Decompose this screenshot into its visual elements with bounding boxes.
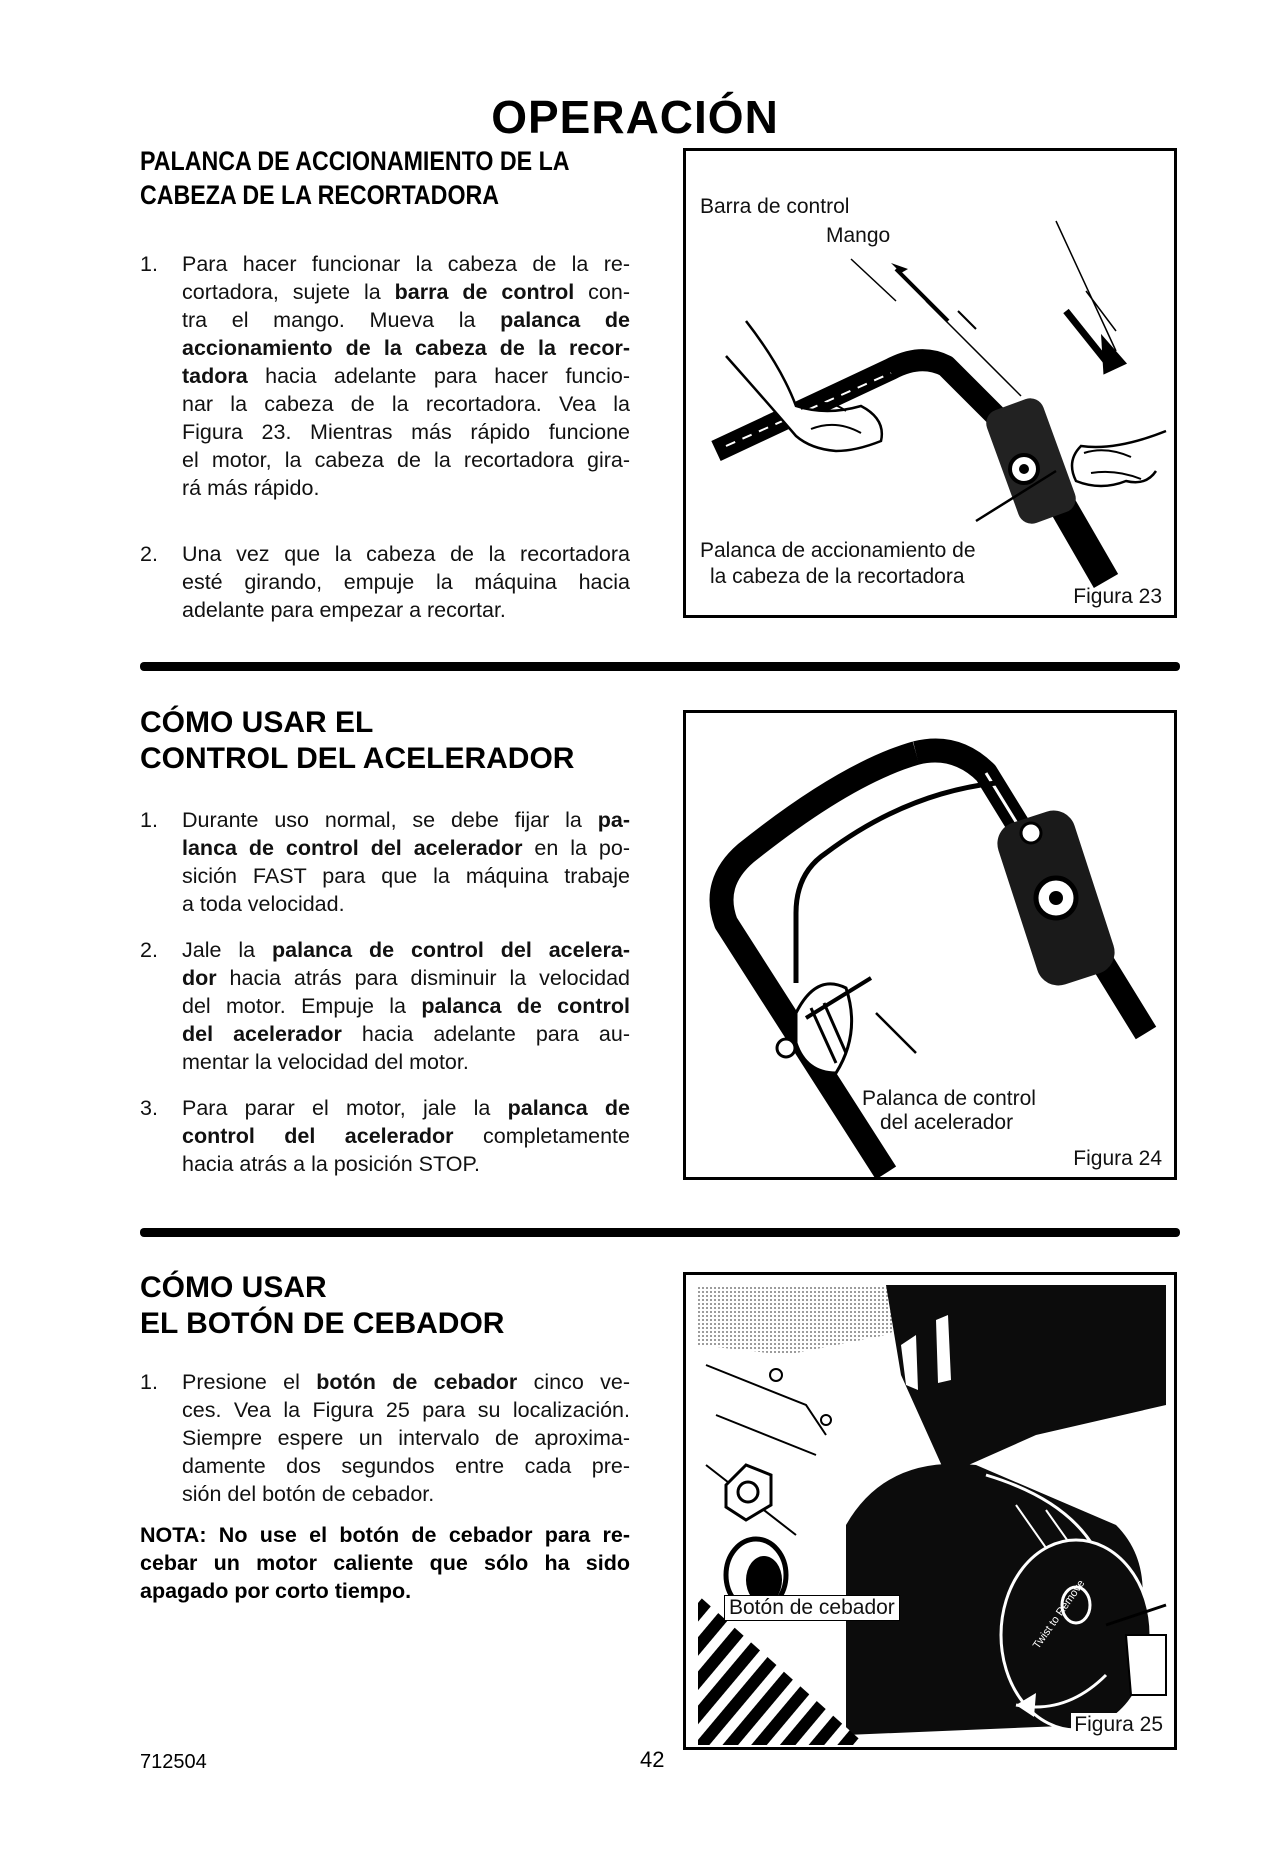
text-line: lanca de control del acelerador en la po-	[182, 836, 630, 860]
section2-heading-line1: CÓMO USAR EL	[140, 706, 374, 739]
section1-heading-line1: PALANCA DE ACCIONAMIENTO DE LA	[140, 146, 570, 176]
text-line: NOTA: No use el botón de cebador para re-	[140, 1523, 630, 1547]
label-control-bar: Barra de control	[700, 195, 850, 218]
text-line: a toda velocidad.	[182, 892, 345, 916]
list-item-number: 1.	[140, 252, 158, 276]
section-divider	[140, 1228, 1180, 1237]
text-line: rá más rápido.	[182, 476, 320, 500]
page-number: 42	[640, 1747, 665, 1772]
text-line: damente dos segundos entre cada pre-	[182, 1454, 630, 1478]
text-line: Presione el botón de cebador cinco ve-	[182, 1370, 630, 1394]
text-line: sición FAST para que la máquina trabaje	[182, 864, 630, 888]
list-item-number: 2.	[140, 938, 158, 962]
section-divider	[140, 662, 1180, 671]
text-line: del acelerador hacia adelante para au-	[182, 1022, 630, 1046]
text-line: el motor, la cabeza de la recortadora gira-	[182, 448, 630, 472]
text-line: sión del botón de cebador.	[182, 1482, 435, 1506]
text-line: apagado por corto tiempo.	[140, 1579, 412, 1603]
list-item-text	[182, 806, 630, 918]
figure-25	[683, 1272, 1177, 1750]
text-line: ces. Vea la Figura 25 para su localización.	[182, 1398, 630, 1422]
text-line: adelante para empezar a recortar.	[182, 598, 506, 622]
figure-caption: Figura 24	[1073, 1147, 1162, 1170]
section1-list	[140, 250, 630, 640]
list-item-number: 1.	[140, 808, 158, 832]
filter-cap-text: Twist to Remove	[1030, 1577, 1088, 1652]
label-handle: Mango	[826, 224, 891, 247]
list-item-number: 2.	[140, 542, 158, 566]
list-item-text	[182, 250, 630, 502]
text-line: dor hacia atrás para disminuir la velocidad	[182, 966, 630, 990]
text-line: mentar la velocidad del motor.	[182, 1050, 469, 1074]
section1-heading-line2: CABEZA DE LA RECORTADORA	[140, 180, 500, 210]
text-line: Una vez que la cabeza de la recortadora	[182, 542, 630, 566]
list-item-number: 1.	[140, 1370, 158, 1394]
section2-list	[140, 806, 630, 1196]
list-item-number: 3.	[140, 1096, 158, 1120]
list-item-text	[182, 1094, 630, 1178]
text-line: accionamiento de la cabeza de la recor-	[182, 336, 630, 360]
label-throttle-line2: del acelerador	[880, 1111, 1014, 1134]
page-title: OPERACIÓN	[491, 91, 779, 143]
text-line: Para hacer funcionar la cabeza de la re-	[182, 252, 630, 276]
text-line: Durante uso normal, se debe fijar la pa-	[182, 808, 630, 832]
note-text	[140, 1521, 630, 1605]
text-line: tadora hacia adelante para hacer funcio-	[182, 364, 630, 388]
section3-heading-line1: CÓMO USAR	[140, 1271, 327, 1304]
figure-24	[683, 710, 1177, 1180]
section3-heading-line2: EL BOTÓN DE CEBADOR	[140, 1307, 505, 1340]
text-line: nar la cabeza de la recortadora. Vea la	[182, 392, 630, 416]
text-line: Siempre espere un intervalo de aproxima-	[182, 1426, 630, 1450]
list-item-text	[182, 1368, 630, 1508]
text-line: cortadora, sujete la barra de control con-	[182, 280, 630, 304]
text-line: tra el mango. Mueva la palanca de	[182, 308, 631, 332]
text-line: Para parar el motor, jale la palanca de	[182, 1096, 630, 1120]
primer-illustration	[686, 1275, 1174, 1747]
section3-list	[140, 1368, 630, 1518]
figure-23	[683, 148, 1177, 618]
text-line: esté girando, empuje la máquina hacia	[182, 570, 630, 594]
label-lever-line1: Palanca de accionamiento de	[700, 539, 976, 562]
text-line: del motor. Empuje la palanca de control	[182, 994, 630, 1018]
text-line: control del acelerador completamente	[182, 1124, 630, 1148]
text-line: hacia atrás a la posición STOP.	[182, 1152, 480, 1176]
section2-heading-line2: CONTROL DEL ACELERADOR	[140, 742, 575, 775]
label-primer-button: Botón de cebador	[724, 1595, 900, 1621]
text-line: Jale la palanca de control del acelera-	[182, 938, 630, 962]
list-item-text	[182, 936, 630, 1076]
figure-caption: Figura 25	[1071, 1713, 1166, 1737]
label-lever-line2: la cabeza de la recortadora	[710, 565, 965, 588]
text-line: cebar un motor caliente que sólo ha sido	[140, 1551, 630, 1575]
text-line: Figura 23. Mientras más rápido funcione	[182, 420, 630, 444]
list-item-text	[182, 540, 630, 624]
figure-caption: Figura 23	[1073, 585, 1162, 608]
label-throttle-line1: Palanca de control	[862, 1087, 1036, 1110]
part-number: 712504	[140, 1751, 207, 1773]
